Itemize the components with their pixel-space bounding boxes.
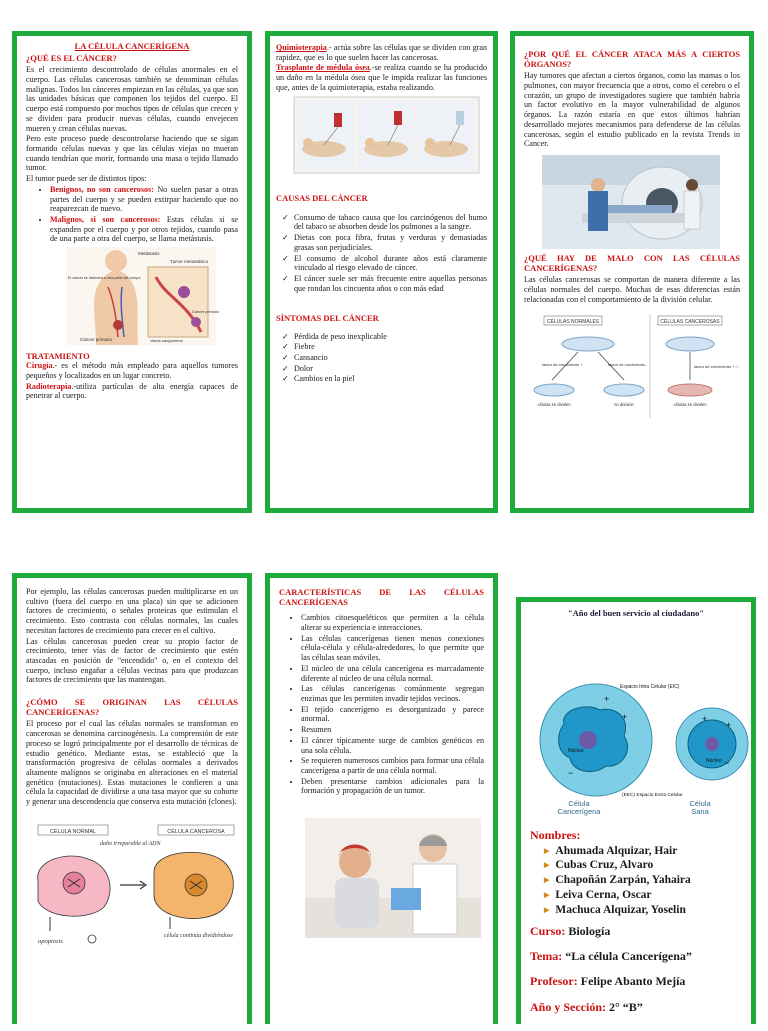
paragraph: El proceso por el cual las células normales se transforman en cancerosas se denomina carcinogénesis. La comprensión de este proceso se logró principalmente por el desarrollo de técnicas de estudio genético. Mediante estas, se estableció que la transformación progresiva de células normales a derivados altamente malignos se originaba en alteraciones en el material genético (mutaciones). Estas mutaciones le confieren a una célula la capacidad de dividirse a una tasa mayor que su cohorte y generar una descendencia que conserva esta mutación (clones). xyxy=(26,719,238,807)
figure-label: factor de crecimiento - xyxy=(608,362,648,368)
list-item: ▶ Leiva Cerna, Oscar xyxy=(544,889,742,903)
tumor-type-label: Benignos, no son cancerosos: xyxy=(50,184,154,194)
treatment-label: Radioterapia xyxy=(26,381,72,391)
svg-text:+: + xyxy=(604,694,610,705)
names-block xyxy=(530,828,742,917)
teacher-value: Felipe Abanto Mejía xyxy=(577,974,686,989)
treatment-text: .- actúa sobre las células que se dividen con gran rapidez, que es lo que suelen hacer las cancerosas. xyxy=(276,43,487,62)
paragraph: Pero este proceso puede descontrolarse haciendo que se sigan formando células nuevas y que las células viejas no mueran cuando tendrían que morir, formando una masa o tejido llamado tumor. xyxy=(26,134,238,173)
figure-label: células se dividen xyxy=(673,402,707,408)
teacher-row xyxy=(530,974,742,988)
panel-caracteristicas xyxy=(265,573,498,1024)
list-item: • Deben presentarse cambios adicionales para la formación y propagación de un tumor. xyxy=(301,777,484,796)
figure-label: Núcleo xyxy=(568,748,584,755)
heading-sintomas: SÍNTOMAS DEL CÁNCER xyxy=(276,313,379,324)
figure-label: Cáncer primario xyxy=(80,337,113,343)
course-value: Biología xyxy=(565,923,611,938)
panel-causas-sintomas xyxy=(265,31,498,513)
paragraph xyxy=(276,43,487,62)
figure-label: Núcleo xyxy=(706,758,722,765)
treatment-text: .- es el método más empleado para aquellos tumores pequeños y localizados en un lugar concreto. xyxy=(26,361,238,380)
figure-label: factor de crecimiento + / - xyxy=(694,364,740,370)
treatment-label: Trasplante de médula ósea xyxy=(276,63,370,73)
panel-que-es-cancer xyxy=(12,31,252,513)
names-list xyxy=(530,845,742,918)
figure-label: células se dividen xyxy=(537,402,571,408)
panel-origen xyxy=(12,573,252,1024)
tumor-type-text: Estas células si se expanden por el cuerpo y por otros tejidos, cuando pasa de una parte a otra del cuerpo, se llama metástasis. xyxy=(50,214,238,244)
paragraph: Hay tumores que afectan a ciertos órganos, como las mamas o los pulmones, con mayor frecuencia que a otros, como el cerebro o el corazón, un grupo de investigadores sugiere que también habría un factor evolutivo en la mayor vulnerabilidad de algunos órganos. La razón estaría en que estos últimos habrían desarrollado mejores mecanismos para defenderse de las células cancerosas, según el estudio publicado en la revista Trends in Cancer. xyxy=(524,71,740,149)
figure-label: CÉLULA NORMAL xyxy=(49,828,97,835)
treatment-label: Quimioterapia xyxy=(276,43,327,52)
list-item: ▶ Cubas Cruz, Alvaro xyxy=(544,859,742,873)
list-item: ✓ Pérdida de peso inexplicable xyxy=(294,332,487,342)
bone-marrow-figure xyxy=(294,97,487,173)
metastasis-figure xyxy=(66,247,238,345)
brochure-title: LA CÉLULA CANCERÍGENA xyxy=(74,41,190,51)
list-item: ✓ Cansancio xyxy=(294,353,487,363)
list-item: ✓ El cáncer suele ser más frecuente entre aquellas personas que rondan los cincuenta años o con más edad xyxy=(294,274,487,293)
figure-label: (EEC) Espacio Extra Celular xyxy=(622,793,683,799)
figure-label: Tumor metastásico xyxy=(170,259,209,265)
svg-text:+: + xyxy=(622,712,628,723)
paragraph: Por ejemplo, las células cancerosas pueden multiplicarse en un cultivo (fuera del cuerpo en una placa) sin que se adicionen factores de crecimiento, o señales proteicas que estimulan el crecimiento. Esto contrasta con células normales, las cuales necesitan factores de crecimiento para crecer en el cultivo. xyxy=(26,587,238,635)
metastasis-illustration xyxy=(66,247,220,345)
list-item: • El núcleo de una célula cancerígena es marcadamente diferente al núcleo de una célula normal. xyxy=(301,664,484,683)
treatment-text: .-se realiza cuando se ha producido un daño en la médula ósea que le impida realizar las funciones que, antes de la quimioterapia, estaba realizando. xyxy=(276,63,487,92)
list-item: ✓ Dietas con poca fibra, frutas y verduras y demasiadas grasas son perjudiciales. xyxy=(294,233,487,252)
paragraph: Es el crecimiento descontrolado de células anormales en el cuerpo. Las células cancerosas también se denominan células malignas. Todos los cánceres empiezan en las células, ya que son las unidades básicas que componen los tejidos del cuerpo. El cuerpo está compuesto por muchos tipos de células que crecen y se dividen para producir nuevas células, cuando envejecen mueren y crean células nuevas. xyxy=(26,65,238,133)
carcinogenesis-diagram xyxy=(30,821,242,949)
list-item: ✓ Fiebre xyxy=(294,342,487,352)
figure-label: daño irreparable al ADN xyxy=(100,840,161,847)
heading-organos: ¿POR QUÉ EL CÁNCER ATACA MÁS A CIERTOS ÓRGANOS? xyxy=(524,49,740,70)
course-row xyxy=(530,924,742,938)
paragraph xyxy=(276,63,487,92)
hospital-scanner-photo xyxy=(542,155,720,249)
cell-comparison-figure xyxy=(526,680,742,804)
year-label: Año y Sección: xyxy=(530,999,606,1014)
characteristics-list xyxy=(279,613,484,796)
list-item: ✓ Consumo de tabaco causa que los carcinógenos del humo del tabaco se absorben desde los pulmones a la sangre. xyxy=(294,213,487,232)
list-item: ▶ Chapoñán Zarpán, Yahaira xyxy=(544,874,742,888)
paragraph: Las células cancerosas pueden crear su propio factor de crecimiento, tener vías de factor de crecimiento que estén atascadas en posición de "encendido" o, en el contexto del cuerpo, incluso engañar a células vecinas para que produzcan factores de crecimiento que las mantengan. xyxy=(26,636,238,685)
paragraph: El tumor puede ser de distintos tipos: xyxy=(26,174,147,184)
heading-que-es-cancer: ¿QUÉ ES EL CÁNCER? xyxy=(26,53,117,64)
figure-label: CÉLULA CANCEROSA xyxy=(167,828,225,835)
list-item: • Las células cancerígenas tienen menos conexiones célula-célula y célula-alrededores, lo que permite que las células sean móviles. xyxy=(301,634,484,663)
treatment-text: .-utiliza partículas de alta energía capaces de penetrar al cuerpo. xyxy=(26,381,238,401)
symptoms-list xyxy=(276,332,487,385)
tumor-types-list xyxy=(26,185,238,244)
figure-label: Cáncer primario xyxy=(192,310,220,315)
heading-caracteristicas: CARACTERÍSTICAS DE LAS CÉLULAS CANCERÍGENAS xyxy=(279,587,484,608)
figure-label: Vasos sanguíneos xyxy=(150,338,183,344)
list-item: • Cambios citoesqueléticos que permiten a la célula alterar su experiencia e interacciones. xyxy=(301,613,484,632)
cell-caption-row xyxy=(530,800,742,822)
list-item: ✓ Dolor xyxy=(294,364,487,374)
paragraph xyxy=(26,361,238,380)
carcinogenesis-figure xyxy=(30,821,238,949)
figure-label: factor de crecimiento + xyxy=(542,362,583,368)
patient-photo xyxy=(305,818,484,938)
heading-que-hay-de-malo: ¿QUÉ HAY DE MALO CON LAS CÉLULAS CANCERÍGENAS? xyxy=(524,253,740,274)
paragraph: Las células cancerosas se comportan de manera diferente a las células normales del cuerpo. Muchas de esas diferencias están relacionadas con el comportamiento de la división celular. xyxy=(524,275,740,304)
panel-portada xyxy=(516,597,756,1024)
list-item: ✓ El consumo de alcohol durante años está claramente vinculado al riesgo elevado de cáncer. xyxy=(294,254,487,273)
figure-label: no división xyxy=(614,402,634,408)
figure-label: CÉLULAS NORMALES xyxy=(546,319,600,326)
list-item: • El cáncer típicamente surge de cambios genéticos en una sola célula. xyxy=(301,736,484,755)
list-item: • Las células cancerígenas comúnmente segregan enzimas que les permiten invadir tejidos vecinos. xyxy=(301,684,484,703)
names-label: Nombres: xyxy=(530,828,581,843)
treatment-label: Cirugía xyxy=(26,361,53,371)
list-item: • Se requieren numerosos cambios para formar una célula cancerígena a partir de una célula normal. xyxy=(301,756,484,775)
tumor-type-label: Malignos, si son cancerosos: xyxy=(50,214,161,224)
teacher-label: Profesor: xyxy=(530,974,578,989)
year-row xyxy=(530,1000,742,1014)
svg-text:+: + xyxy=(702,714,708,725)
list-item: ▶ Ahumada Alquizar, Hair xyxy=(544,845,742,859)
cancer-vs-healthy-cell-diagram xyxy=(526,680,754,804)
figure-label: El cáncer se disemina a otra parte del cuerpo xyxy=(68,276,141,281)
hospital-photo xyxy=(542,155,740,249)
figure-label: CÉLULAS CANCEROSAS xyxy=(660,319,720,326)
svg-text:−: − xyxy=(724,758,730,769)
healthy-cell-caption: Célula Sana xyxy=(689,799,711,817)
course-label: Curso: xyxy=(530,923,566,938)
list-item xyxy=(50,215,238,244)
year-value: 2° “B” xyxy=(606,999,643,1014)
figure-label: Espacio Intra Celular (EIC) xyxy=(620,684,680,691)
heading-causas: CAUSAS DEL CÁNCER xyxy=(276,192,368,203)
list-item: ▶ Machuca Alquizar, Yoselin xyxy=(544,904,742,918)
topic-label: Tema: xyxy=(530,948,563,963)
list-item: ✓ Cambios en la piel xyxy=(294,374,487,384)
bone-marrow-illustration xyxy=(294,97,479,173)
paragraph xyxy=(26,382,238,401)
list-item: • Resumen xyxy=(301,725,484,735)
figure-label: Metástasis xyxy=(138,251,160,257)
heading-como-se-originan: ¿CÓMO SE ORIGINAN LAS CÉLULAS CANCERÍGENAS? xyxy=(26,697,238,718)
causes-list xyxy=(276,213,487,294)
topic-row xyxy=(530,949,742,963)
svg-text:−: − xyxy=(568,768,574,779)
list-item xyxy=(50,185,238,214)
cancer-cell-caption: Célula Cancerígena xyxy=(557,799,601,817)
panel-organos xyxy=(510,31,754,513)
topic-value: “La célula Cancerígena” xyxy=(562,948,692,963)
motto: "Año del buen servicio al ciudadano" xyxy=(567,608,705,618)
figure-label: apoptosis xyxy=(38,937,63,945)
heading-tratamiento: TRATAMIENTO xyxy=(26,351,90,362)
figure-label: célula continúa dividiéndose xyxy=(164,932,233,939)
svg-text:+: + xyxy=(726,720,732,731)
cell-division-diagram xyxy=(530,314,746,418)
cell-division-figure xyxy=(530,314,740,418)
tumor-type-text: No suelen pasar a otras partes del cuerpo y se pueden extirpar haciendo que no reaparezcan de nuevo. xyxy=(50,184,239,214)
doctor-patient-photo xyxy=(305,818,481,938)
list-item: • El tejido cancerígeno es desorganizado y parece anormal. xyxy=(301,705,484,724)
